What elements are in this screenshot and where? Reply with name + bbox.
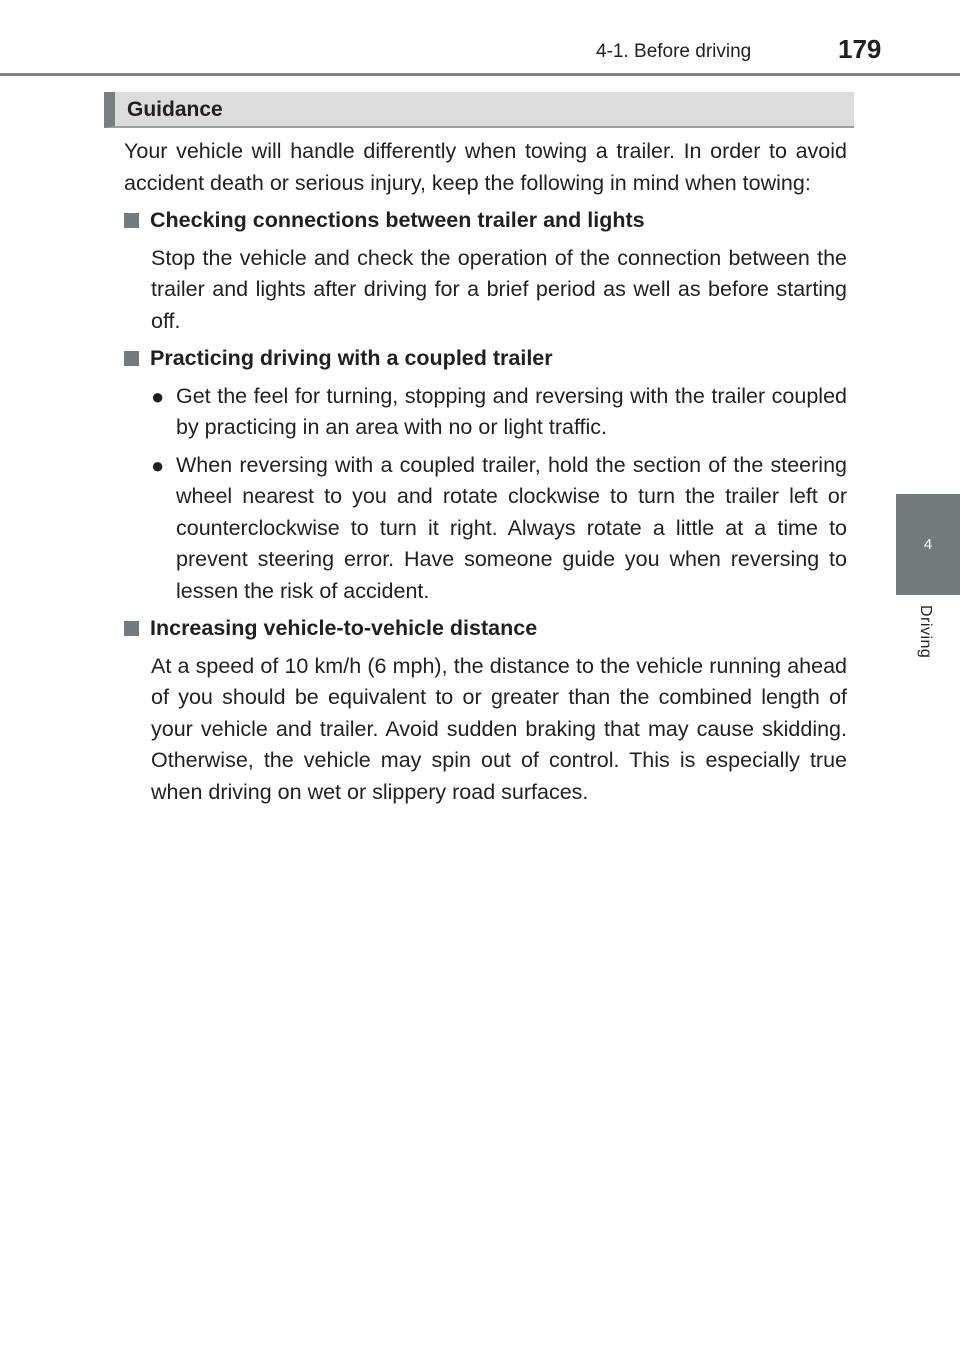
guidance-heading-bar — [104, 92, 854, 128]
section-body: Stop the vehicle and check the operation of the connection between the trailer and lights after driving for a brief period as well as before starting off. — [151, 245, 847, 333]
section-title: 4-1. Before driving — [596, 41, 752, 62]
intro-paragraph: Your vehicle will handle differently when towing a trailer. In order to avoid accident death or serious injury, keep the following in mind when towing: — [124, 139, 847, 195]
chapter-tab: 4 — [896, 494, 960, 595]
list-item — [124, 450, 847, 608]
subheading — [124, 205, 847, 237]
subheading-text: Checking connections between trailer and lights — [150, 208, 645, 232]
list-item-text: When reversing with a coupled trailer, hold the section of the steering wheel nearest to you and rotate clockwise to turn the trailer left or counterclockwise to turn it right. Always rotate a little at a time to prevent steering error. Have someone guide you when reversing to lessen the risk of accident. — [176, 452, 847, 603]
page-header — [0, 0, 960, 76]
subheading — [124, 613, 847, 645]
circle-bullet-icon: ● — [151, 383, 165, 409]
list-item — [124, 381, 847, 444]
guidance-title: Guidance — [127, 98, 223, 121]
guidance-content — [124, 136, 847, 814]
subheading — [124, 343, 847, 375]
subheading-text: Increasing vehicle-to-vehicle distance — [150, 616, 538, 640]
square-bullet-icon — [124, 351, 139, 366]
square-bullet-icon — [124, 213, 139, 228]
list-item-text: Get the feel for turning, stopping and reversing with the trailer coupled by practicing in an area with no or light traffic. — [176, 383, 847, 439]
header-rule — [0, 73, 960, 76]
circle-bullet-icon: ● — [151, 452, 165, 478]
square-bullet-icon — [124, 621, 139, 636]
chapter-label: Driving — [917, 605, 934, 659]
page-number: 179 — [838, 34, 882, 64]
section-body: At a speed of 10 km/h (6 mph), the distance to the vehicle running ahead of you should be equivalent to or greater than the combined length of your vehicle and trailer. Avoid sudden braking that may cause skidding. Otherwise, the vehicle may spin out of control. This is especially true when driving on wet or slippery road surfaces. — [151, 653, 847, 804]
subheading-text: Practicing driving with a coupled trailer — [150, 346, 553, 370]
